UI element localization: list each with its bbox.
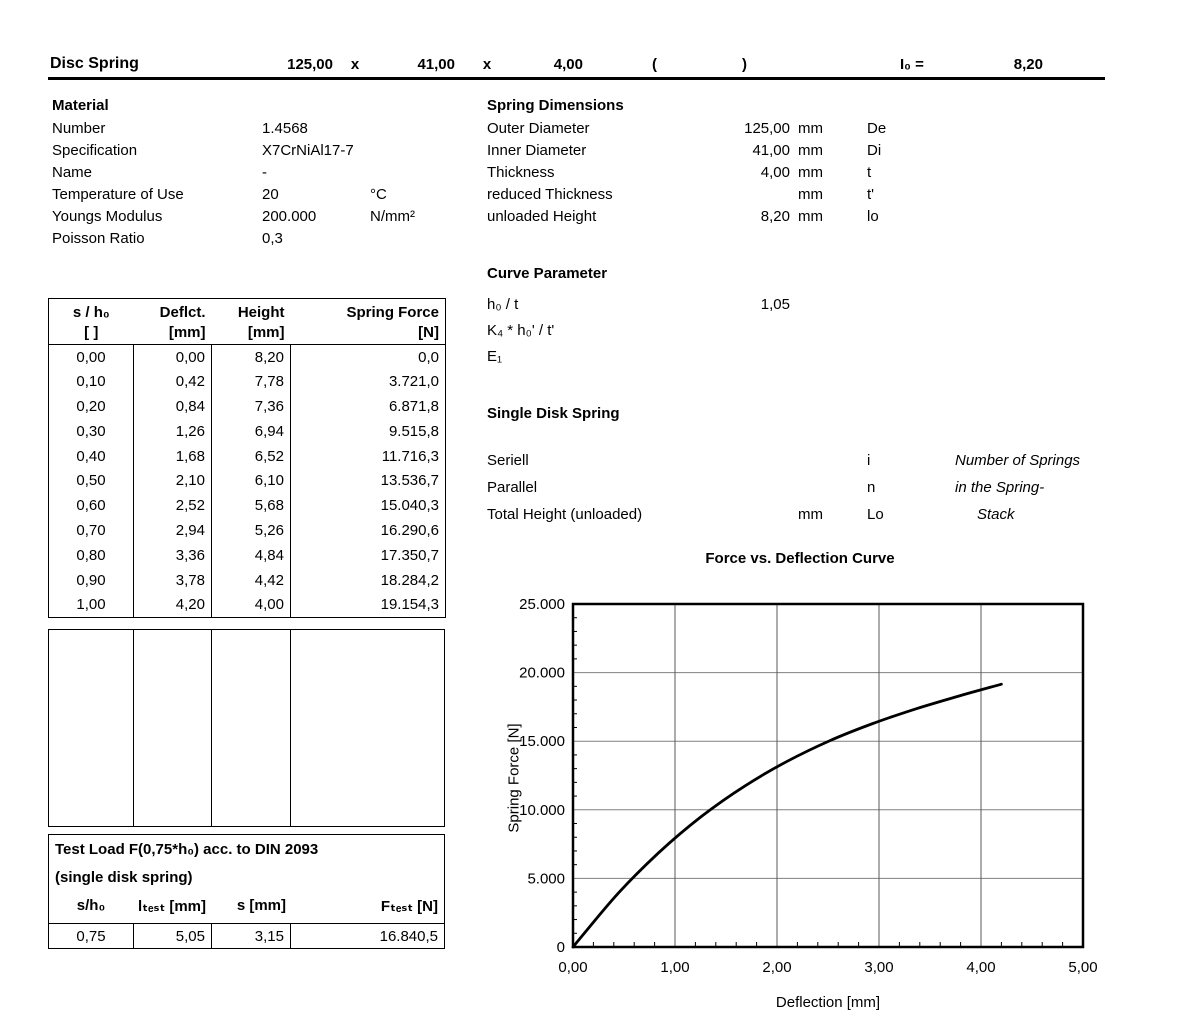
y-tick-label: 25.000	[519, 596, 565, 613]
material-heading: Material	[52, 97, 109, 114]
x-tick-label: 3,00	[864, 959, 894, 976]
label: Number	[52, 120, 106, 137]
value: 4,00	[760, 164, 790, 181]
header-times-separator: x	[350, 56, 360, 73]
test-value-ftest: 16.840,5	[379, 928, 438, 945]
header-paren-close: )	[742, 56, 747, 73]
symbol: i	[867, 452, 871, 469]
label: h₀ / t	[487, 296, 519, 313]
single-disk-row-total-height	[487, 506, 1203, 528]
force-table	[48, 298, 446, 618]
material-row-name	[52, 164, 267, 186]
table-row: 0,20 0,84 7,36 6.871,8	[49, 394, 446, 419]
test-table-divider	[49, 923, 444, 924]
col-header-deflection: Deflct.	[159, 303, 206, 321]
value: 41,00	[752, 142, 790, 159]
y-tick-label: 10.000	[519, 801, 565, 819]
y-tick-label: 0	[556, 939, 565, 956]
y-tick-label: 20.000	[519, 664, 565, 682]
material-row-temperature	[52, 186, 387, 208]
note: Number of Springs	[955, 452, 1081, 469]
table-row: 0,10 0,42 7,78 3.721,0	[49, 369, 446, 394]
curve-parameter-heading: Curve Parameter	[487, 265, 608, 282]
material-row-poisson-ratio	[52, 230, 283, 252]
col-unit-spring-force: [N]	[291, 322, 446, 345]
x-tick-label: 2,00	[762, 959, 792, 976]
x-tick-label: 5,00	[1068, 959, 1098, 976]
value: 8,20	[760, 208, 790, 225]
test-col-header-ftest: Fₜₑₛₜ [N]	[380, 898, 438, 915]
unit: mm	[798, 120, 823, 137]
dimension-row-unloaded-height	[487, 208, 1087, 230]
label: Outer Diameter	[487, 120, 590, 137]
label: Specification	[52, 142, 138, 159]
dimension-row-inner-diameter	[487, 142, 1087, 164]
header-outer-diameter: 125,00	[287, 56, 333, 73]
x-axis-title: Deflection [mm]	[775, 994, 881, 1011]
test-load-subtitle: (single disk spring)	[55, 869, 193, 886]
curve-parameter-row-k4	[487, 322, 1087, 344]
symbol: t	[867, 164, 872, 181]
note: Stack	[977, 506, 1015, 523]
symbol: Di	[867, 142, 882, 159]
chart-title: Force vs. Deflection Curve	[705, 550, 895, 567]
label: Total Height (unloaded)	[487, 506, 643, 523]
single-disk-heading: Single Disk Spring	[487, 405, 620, 422]
test-value-s: 3,15	[254, 928, 284, 945]
header-rule	[48, 77, 1105, 80]
label: reduced Thickness	[487, 186, 613, 203]
label: Poisson Ratio	[52, 230, 145, 247]
single-disk-row-parallel	[487, 479, 1203, 501]
col-header-height: Height	[237, 303, 285, 321]
empty-table-block	[48, 629, 445, 827]
grid-divider	[290, 630, 291, 826]
label: E₁	[487, 348, 503, 365]
col-unit-s-h0: [ ]	[49, 322, 134, 345]
value: 1,05	[760, 296, 790, 313]
grid-divider	[211, 630, 212, 826]
value: 1.4568	[262, 120, 308, 137]
unit: N/mm²	[370, 208, 415, 225]
table-row: 1,00 4,20 4,00 19.154,3	[49, 592, 446, 617]
header-inner-diameter: 41,00	[417, 56, 455, 73]
dimension-row-thickness	[487, 164, 1087, 186]
symbol: n	[867, 479, 876, 496]
header-thickness: 4,00	[553, 56, 583, 73]
col-unit-height: [mm]	[212, 322, 291, 345]
table-row: 0,00 0,00 8,20 0,0	[49, 345, 446, 370]
unit: mm	[798, 142, 823, 159]
symbol: lo	[867, 208, 879, 225]
header-l0-value: 8,20	[1013, 56, 1043, 73]
unit: mm	[798, 164, 823, 181]
grid-divider	[133, 630, 134, 826]
table-row: 0,50 2,10 6,10 13.536,7	[49, 468, 446, 493]
table-row: 0,90 3,78 4,42 18.284,2	[49, 568, 446, 593]
col-unit-deflection: [mm]	[134, 322, 212, 345]
col-header-s-h0: s / h₀	[72, 303, 110, 321]
curve-parameter-row-h0-t	[487, 296, 1087, 318]
label: K₄ * h₀' / t'	[487, 322, 555, 339]
y-axis-title: Spring Force [N]	[505, 723, 523, 833]
test-col-header-s-h0: s/h₀	[76, 897, 106, 914]
curve-parameter-row-e1	[487, 348, 1087, 370]
unit: mm	[798, 506, 823, 523]
value: 0,3	[262, 230, 283, 247]
test-value-ltest: 5,05	[175, 928, 205, 945]
label: Name	[52, 164, 93, 181]
table-row: 0,80 3,36 4,84 17.350,7	[49, 543, 446, 568]
x-tick-label: 0,00	[558, 959, 588, 976]
label: Parallel	[487, 479, 538, 496]
value: 200.000	[262, 208, 317, 225]
x-tick-label: 1,00	[660, 959, 690, 976]
header-paren-open: (	[652, 56, 657, 73]
material-row-specification	[52, 142, 354, 164]
table-row: 0,60 2,52 5,68 15.040,3	[49, 493, 446, 518]
unit: mm	[798, 208, 823, 225]
report-title: Disc Spring	[50, 55, 139, 72]
material-row-youngs-modulus	[52, 208, 415, 230]
test-col-header-ltest: lₜₑₛₜ [mm]	[138, 898, 206, 915]
value: -	[262, 164, 267, 181]
value: X7CrNiAl17-7	[262, 142, 354, 159]
table-row: 0,30 1,26 6,94 9.515,8	[49, 419, 446, 444]
symbol: De	[867, 120, 887, 137]
label: unloaded Height	[487, 208, 597, 225]
plot-frame	[573, 604, 1083, 947]
label: Thickness	[487, 164, 555, 181]
note: in the Spring-	[955, 479, 1045, 496]
force-deflection-chart	[500, 545, 1160, 1030]
dimension-row-reduced-thickness	[487, 186, 1087, 208]
dimensions-heading: Spring Dimensions	[487, 97, 624, 114]
force-deflection-curve	[573, 684, 1001, 947]
label: Inner Diameter	[487, 142, 587, 159]
value: 20	[262, 186, 279, 203]
dimension-row-outer-diameter	[487, 120, 1087, 142]
value: 125,00	[744, 120, 790, 137]
test-load-table	[48, 834, 445, 949]
header-times-separator-2: x	[482, 56, 492, 73]
header-l0-label: I₀ =	[900, 56, 924, 73]
table-row: 0,70 2,94 5,26 16.290,6	[49, 518, 446, 543]
label: Youngs Modulus	[52, 208, 163, 225]
unit: °C	[370, 186, 387, 203]
symbol: t'	[867, 186, 875, 203]
unit: mm	[798, 186, 823, 203]
test-value-s-h0: 0,75	[76, 928, 106, 945]
y-tick-label: 5.000	[527, 870, 565, 888]
table-row: 0,40 1,68 6,52 11.716,3	[49, 444, 446, 469]
label: Temperature of Use	[52, 186, 184, 203]
test-col-header-s: s [mm]	[236, 897, 286, 914]
single-disk-row-seriell	[487, 452, 1203, 474]
test-load-title: Test Load F(0,75*h₀) acc. to DIN 2093	[55, 841, 319, 858]
material-row-number	[52, 120, 308, 142]
symbol: Lo	[867, 506, 884, 523]
label: Seriell	[487, 452, 529, 469]
x-tick-label: 4,00	[966, 959, 996, 976]
y-tick-label: 15.000	[519, 733, 565, 751]
col-header-spring-force: Spring Force	[346, 303, 439, 321]
